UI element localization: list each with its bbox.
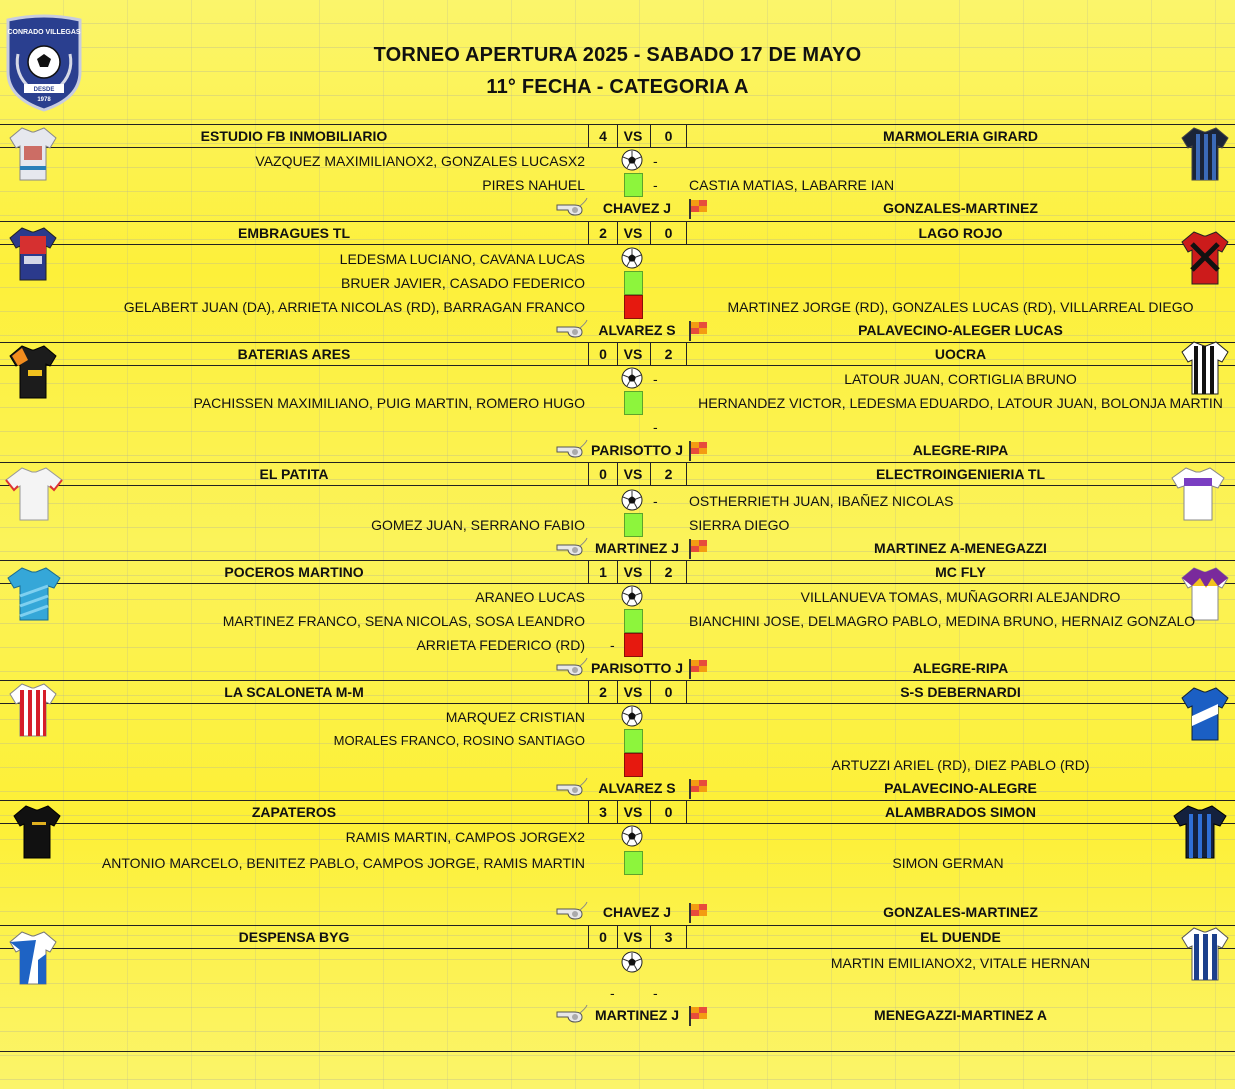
referee: ALVAREZ S	[598, 780, 676, 796]
assistant-referees: ALEGRE-RIPA	[912, 442, 1009, 458]
away-team: ELECTROINGENIERIA TL	[875, 466, 1046, 482]
home-score: 0	[588, 343, 618, 365]
away-score: 0	[650, 125, 687, 147]
home-yellow-cards: BRUER JAVIER, CASADO FEDERICO	[340, 275, 585, 291]
goal-ball-icon	[621, 489, 643, 511]
yellow-card-icon	[624, 173, 643, 197]
table-bottom-rule	[0, 1051, 1235, 1052]
match-header	[0, 925, 1235, 949]
red-card-icon	[624, 753, 643, 777]
yellow-card-icon	[624, 391, 643, 415]
home-goals: RAMIS MARTIN, CAMPOS JORGEX2	[345, 829, 585, 845]
away-team: S-S DEBERNARDI	[900, 684, 1021, 700]
home-yellow-cards: PACHISSEN MAXIMILIANO, PUIG MARTIN, ROMERO HUGO	[193, 395, 585, 411]
match-header	[0, 560, 1235, 584]
away-team: MARMOLERIA GIRARD	[882, 128, 1039, 144]
home-score: 2	[588, 222, 618, 244]
home-goals: LEDESMA LUCIANO, CAVANA LUCAS	[339, 251, 585, 267]
logo-year: 1978	[37, 97, 51, 103]
assistant-referees: PALAVECINO-ALEGRE	[884, 780, 1037, 796]
assistant-referees: MARTINEZ A-MENEGAZZI	[874, 540, 1047, 556]
home-team: ZAPATEROS	[251, 804, 337, 820]
vs-label: VS	[623, 929, 643, 945]
home-score: 0	[588, 463, 618, 485]
away-score: 0	[650, 801, 687, 823]
away-yellow-cards: SIMON GERMAN	[892, 855, 1004, 871]
away-yellow-cards: CASTIA MATIAS, LABARRE IAN	[689, 177, 895, 193]
whistle-icon	[554, 319, 588, 339]
home-team: BATERIAS ARES	[237, 346, 351, 362]
home-red-cards: ARRIETA FEDERICO (RD)	[416, 637, 585, 653]
match-header	[0, 342, 1235, 366]
dash: -	[653, 177, 658, 193]
match-header	[0, 680, 1235, 704]
red-card-icon	[624, 295, 643, 319]
dash: -	[653, 419, 658, 435]
assistant-referees: MENEGAZZI-MARTINEZ A	[874, 1007, 1047, 1023]
home-team: EMBRAGUES TL	[238, 225, 350, 241]
page-title: TORNEO APERTURA 2025 - SABADO 17 DE MAYO	[373, 44, 862, 66]
away-goals: MARTIN EMILIANOX2, VITALE HERNAN	[830, 955, 1091, 971]
goal-ball-icon	[621, 367, 643, 389]
vs-label: VS	[623, 564, 643, 580]
whistle-icon	[554, 537, 588, 557]
whistle-icon	[554, 657, 588, 677]
home-yellow-cards: PIRES NAHUEL	[482, 177, 585, 193]
home-team: DESPENSA BYG	[238, 929, 350, 945]
referee: PARISOTTO J	[590, 442, 684, 458]
match-header	[0, 462, 1235, 486]
dash: -	[653, 371, 658, 387]
assistant-referees: GONZALES-MARTINEZ	[883, 200, 1038, 216]
assistant-referees: PALAVECINO-ALEGER LUCAS	[858, 322, 1063, 338]
dash: -	[610, 637, 615, 653]
away-red-cards: MARTINEZ JORGE (RD), GONZALES LUCAS (RD), VILLARREAL DIEGO	[727, 299, 1194, 315]
away-team: UOCRA	[934, 346, 987, 362]
match-header	[0, 221, 1235, 245]
away-team: MC FLY	[935, 564, 986, 580]
yellow-card-icon	[624, 271, 643, 295]
away-team: EL DUENDE	[920, 929, 1001, 945]
whistle-icon	[554, 901, 588, 921]
match-header	[0, 124, 1235, 148]
home-yellow-cards: MORALES FRANCO, ROSINO SANTIAGO	[333, 733, 585, 748]
dash: -	[653, 493, 658, 509]
home-team: EL PATITA	[259, 466, 329, 482]
goal-ball-icon	[621, 247, 643, 269]
away-score: 3	[650, 926, 687, 948]
dash: -	[653, 985, 658, 1001]
dash: -	[653, 153, 658, 169]
referee: CHAVEZ J	[602, 904, 672, 920]
away-goals: LATOUR JUAN, CORTIGLIA BRUNO	[844, 371, 1077, 387]
goal-ball-icon	[621, 825, 643, 847]
vs-label: VS	[623, 128, 643, 144]
home-team: POCEROS MARTINO	[224, 564, 364, 580]
whistle-icon	[554, 439, 588, 459]
dash: -	[610, 985, 615, 1001]
away-team: LAGO ROJO	[918, 225, 1003, 241]
away-score: 2	[650, 561, 687, 583]
away-red-cards: ARTUZZI ARIEL (RD), DIEZ PABLO (RD)	[831, 757, 1090, 773]
referee: PARISOTTO J	[590, 660, 684, 676]
home-goals: MARQUEZ CRISTIAN	[445, 709, 585, 725]
assistant-referees: GONZALES-MARTINEZ	[883, 904, 1038, 920]
logo-text: CONRADO VILLEGAS	[7, 29, 81, 36]
goal-ball-icon	[621, 705, 643, 727]
goal-ball-icon	[621, 149, 643, 171]
away-yellow-cards: SIERRA DIEGO	[689, 517, 790, 533]
home-score: 3	[588, 801, 618, 823]
vs-label: VS	[623, 804, 643, 820]
home-yellow-cards: MARTINEZ FRANCO, SENA NICOLAS, SOSA LEANDRO	[222, 613, 585, 629]
referee: MARTINEZ J	[595, 1007, 679, 1023]
yellow-card-icon	[624, 851, 643, 875]
yellow-card-icon	[624, 609, 643, 633]
vs-label: VS	[623, 346, 643, 362]
goal-ball-icon	[621, 585, 643, 607]
assistant-referees: ALEGRE-RIPA	[912, 660, 1009, 676]
home-goals: ARANEO LUCAS	[475, 589, 585, 605]
home-score: 0	[588, 926, 618, 948]
vs-label: VS	[623, 466, 643, 482]
away-yellow-cards: BIANCHINI JOSE, DELMAGRO PABLO, MEDINA BRUNO, HERNAIZ GONZALO	[689, 613, 1196, 629]
goal-ball-icon	[621, 951, 643, 973]
yellow-card-icon	[624, 729, 643, 753]
away-score: 0	[650, 222, 687, 244]
away-score: 2	[650, 463, 687, 485]
away-goals: VILLANUEVA TOMAS, MUÑAGORRI ALEJANDRO	[800, 589, 1121, 605]
yellow-card-icon	[624, 513, 643, 537]
home-goals: VAZQUEZ MAXIMILIANOX2, GONZALES LUCASX2	[255, 153, 585, 169]
home-score: 4	[588, 125, 618, 147]
away-score: 2	[650, 343, 687, 365]
home-yellow-cards: ANTONIO MARCELO, BENITEZ PABLO, CAMPOS JORGE, RAMIS MARTIN	[101, 855, 585, 871]
home-team: LA SCALONETA M-M	[224, 684, 364, 700]
vs-label: VS	[623, 684, 643, 700]
home-yellow-cards: GOMEZ JUAN, SERRANO FABIO	[371, 517, 585, 533]
referee: CHAVEZ J	[602, 200, 672, 216]
referee: MARTINEZ J	[595, 540, 679, 556]
referee: ALVAREZ S	[598, 322, 676, 338]
home-score: 1	[588, 561, 618, 583]
away-goals: OSTHERRIETH JUAN, IBAÑEZ NICOLAS	[689, 493, 954, 509]
match-header	[0, 800, 1235, 824]
whistle-icon	[554, 1004, 588, 1024]
red-card-icon	[624, 633, 643, 657]
home-red-cards: GELABERT JUAN (DA), ARRIETA NICOLAS (RD), BARRAGAN FRANCO	[123, 299, 585, 315]
home-score: 2	[588, 681, 618, 703]
whistle-icon	[554, 777, 588, 797]
home-team: ESTUDIO FB INMOBILIARIO	[200, 128, 388, 144]
vs-label: VS	[623, 225, 643, 241]
away-score: 0	[650, 681, 687, 703]
away-yellow-cards: HERNANDEZ VICTOR, LEDESMA EDUARDO, LATOUR JUAN, BOLONJA MARTIN	[698, 395, 1223, 411]
page-subtitle: 11° FECHA - CATEGORIA A	[486, 76, 749, 98]
logo-since: DESDE	[33, 87, 55, 93]
away-team: ALAMBRADOS SIMON	[885, 804, 1036, 820]
whistle-icon	[554, 197, 588, 217]
